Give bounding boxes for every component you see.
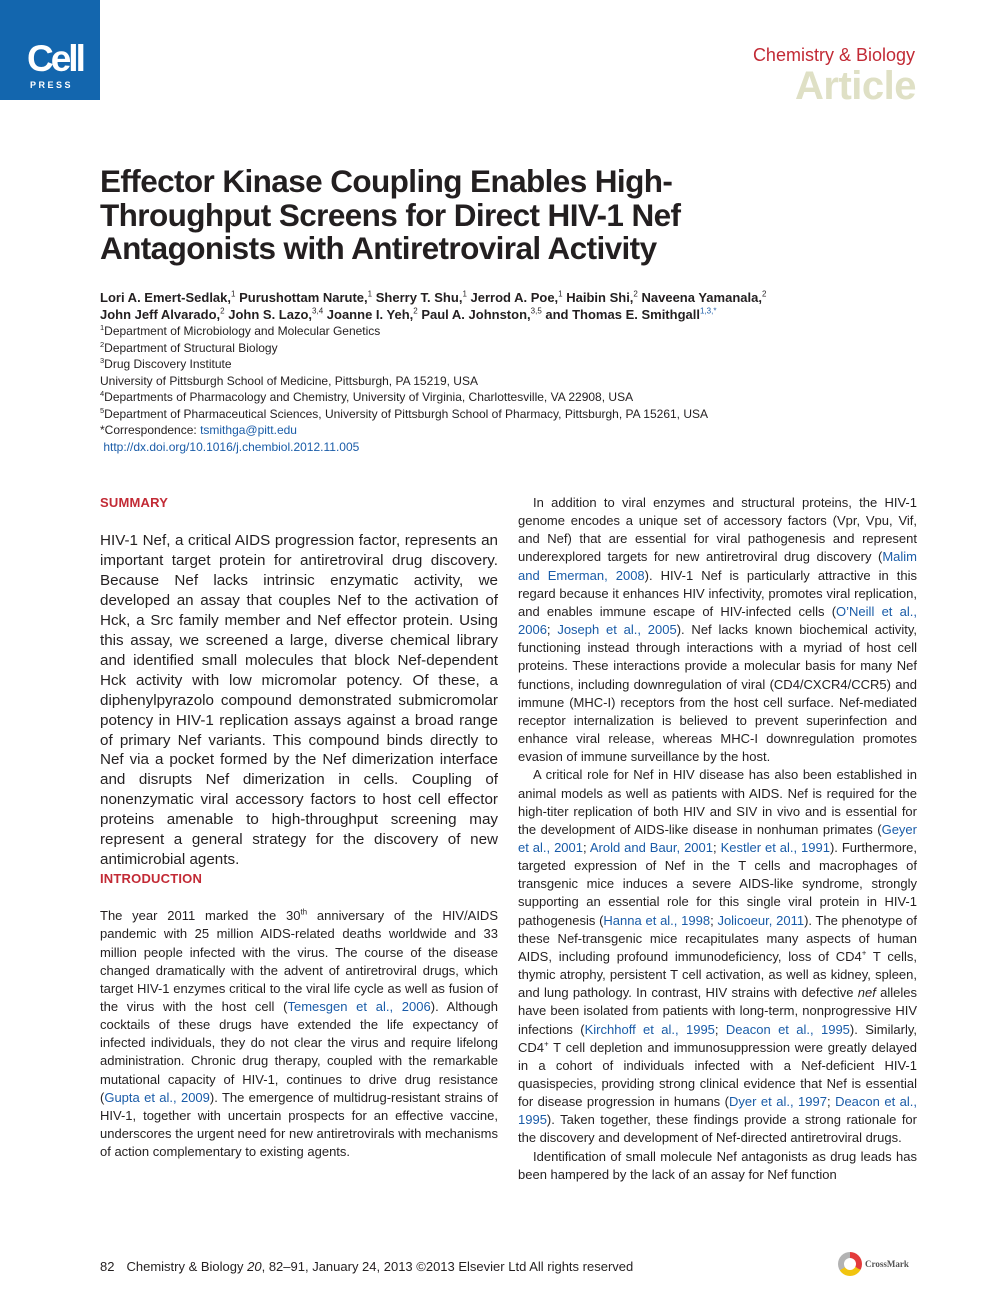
author: Haibin Shi,$^2$	[566, 289, 638, 305]
citation-link[interactable]: Kirchhoff et al., 1995	[584, 1021, 715, 1037]
intro-paragraph-3: A critical role for Nef in HIV disease has also been established in animal models as well as patients with AIDS. Nef is required for the high-titer replication of both HIV and SIV in vivo and is essential for the development of AIDS-like disease in nonhuman primates (Geyer et al., 2001; Arold and Baur, 2001; Kestler et al., 1991). Furthermore, targeted expression of Nef in the T cells and macrophages of transgenic mice induces a severe AIDS-like syndrome, strongly supporting an essential role for this single viral protein in HIV-1 pathogenesis (Hanna et al., 1998; Jolicoeur, 2011). The phenotype of these Nef-transgenic mice recapitulates many aspects of human AIDS, including profound immunodeficiency, loss of CD4+ T cells, thymic atrophy, persistent T cell activation, as well as kidney, spleen, and lung pathology. In contrast, HIV strains with defective nef alleles have been isolated from patients with long-term, nonprogressive HIV infections (Kirchhoff et al., 1995; Deacon et al., 1995). Similarly, CD4+ T cell depletion and immunosuppression were greatly delayed in a cohort of individuals infected with a Nef-deficient HIV-1 quasispecies, providing strong clinical evidence that Nef is essential for disease progression in humans (Dyer et al., 1997; Deacon et al., 1995). Taken together, these findings provide a strong rationale for the discovery and development of Nef-directed antiretroviral drugs.	[518, 767, 918, 1146]
citation-link[interactable]: Geyer et al., 2001	[518, 821, 917, 855]
intro-paragraph-1: The year 2011 marked the 30th anniversary of the HIV/AIDS pandemic with 25 million AIDS-related deaths worldwide and 33 million people infected with the virus. The course of the disease changed dramatically with the advent of antiretroviral drugs, which target HIV-1 enzymes critical to the viral life cycle as well as fusion of the virus with the host cell (Temesgen et al., 2006). Although cocktails of these drugs have extended the life expectancy of infected individuals, they do not clear the virus and require lifelong administration. Chronic drug therapy, coupled with the remarkable mutational capacity of HIV-1, continues to drive drug resistance (Gupta et al., 2009). The emergence of multidrug-resistant strains of HIV-1, together with uncertain prospects for an effective vaccine, underscores the urgent need for new antiretrovirals with mechanisms of action complementary to existing agents.	[100, 907, 499, 1160]
author: Purushottam Narute,$^1$	[239, 289, 373, 305]
citation-link[interactable]: Deacon et al., 1995	[725, 1021, 850, 1037]
author: Jerrod A. Poe,$^1$	[470, 289, 563, 305]
author: Paul A. Johnston,$^{3,5}$	[421, 306, 542, 322]
affiliation: $^3$Drug Discovery Institute	[100, 356, 232, 371]
citation-link[interactable]: Hanna et al., 1998	[603, 912, 711, 928]
doi-link[interactable]: http://dx.doi.org/10.1016/j.chembiol.2012.11.005	[103, 439, 360, 454]
crossmark-label: CrossMark	[865, 1259, 909, 1269]
page-number: 82	[100, 1259, 115, 1274]
intro-paragraph-2: In addition to viral enzymes and structural proteins, the HIV-1 genome encodes a unique set of accessory factors (Vpr, Vpu, Vif, and Nef) that are essential for viral pathogenesis and represent underexplored targets for new antiretroviral drug discovery (Malim and Emerman, 2008). HIV-1 Nef is particularly attractive in this regard because it enhances HIV infectivity, promotes viral replication, and enables immune escape of HIV-infected cells (O’Neill et al., 2006; Joseph et al., 2005). Nef lacks known biochemical activity, functioning instead through interactions with a myriad of host cell proteins. These interactions provide a molecular basis for many Nef functions, including downregulation of viral (CD4/CXCR4/CCR5) and immune (MHC-I) receptors from the host cell surface. Nef-mediated receptor internalization is believed to prevent superinfection and enhance viral release, whereas MHC-I downregulation promotes evasion of immune surveillance by the host.	[518, 495, 918, 765]
author: John S. Lazo,$^{3,4}$	[228, 306, 324, 322]
author: Naveena Yamanala,$^2$	[641, 289, 767, 305]
citation-link[interactable]: Kestler et al., 1991	[720, 839, 830, 855]
cell-press-logo	[0, 0, 100, 100]
citation-link[interactable]: Gupta et al., 2009	[104, 1089, 210, 1105]
correspondence: *Correspondence: tsmithga@pitt.edu	[100, 423, 297, 437]
summary-heading: SUMMARY	[100, 495, 169, 510]
article-type: Article	[795, 64, 916, 108]
paper-title: Effector Kinase Coupling Enables High-Throughput Screens for Direct HIV-1 Nef Antagonists with Antiretroviral Activity	[100, 163, 681, 266]
affiliation: $^4$Departments of Pharmacology and Chemistry, University of Virginia, Charlottesville, VA 22908, USA	[100, 389, 634, 404]
author: Lori A. Emert-Sedlak,$^1$	[100, 289, 236, 305]
crossmark-badge[interactable]	[838, 1252, 909, 1276]
journal-name: Chemistry & Biology	[752, 45, 915, 65]
affiliation: University of Pittsburgh School of Medicine, Pittsburgh, PA 15219, USA	[100, 373, 478, 388]
right-column	[518, 494, 917, 1184]
introduction-heading: INTRODUCTION	[100, 871, 203, 887]
affiliation: $^2$Department of Structural Biology	[100, 339, 278, 355]
crossmark-icon	[838, 1252, 862, 1276]
affiliation: $^1$Department of Microbiology and Molecular Genetics	[100, 323, 381, 338]
citation-link[interactable]: Joseph et al., 2005	[557, 622, 677, 638]
author: and Thomas E. Smithgall$^{1,3,*}$	[545, 306, 717, 322]
citation-link[interactable]: Arold and Baur, 2001	[589, 839, 713, 855]
author: John Jeff Alvarado,$^2$	[100, 306, 225, 322]
author: Joanne I. Yeh,$^2$	[326, 306, 418, 322]
citation-link[interactable]: Deacon et al., 1995	[518, 1094, 918, 1128]
logo-word: Cell	[27, 38, 83, 79]
affiliation: $^5$Department of Pharmaceutical Sciences, University of Pittsburgh School of Pharmacy, Pittsburgh, PA 15261, USA	[100, 405, 709, 421]
author: Sherry T. Shu,$^1$	[375, 289, 467, 305]
left-column	[100, 494, 498, 1161]
intro-paragraph-4: Identification of small molecule Nef antagonists as drug leads has been hampered by the lack of an assay for Nef function	[518, 1148, 917, 1182]
citation-link[interactable]: Malim and Emerman, 2008	[518, 549, 917, 583]
citation-link[interactable]: O’Neill et al., 2006	[518, 603, 917, 638]
author-list	[100, 289, 920, 323]
citation-link[interactable]: Temesgen et al., 2006	[287, 998, 431, 1014]
affiliations	[100, 323, 920, 455]
doi	[100, 439, 920, 456]
summary-text: HIV-1 Nef, a critical AIDS progression factor, represents an important target protein for antiretroviral drug discovery. Because Nef lacks intrinsic enzymatic activity, we developed an assay that couples Nef to the activation of Hck, a Src family member and Nef effector protein. Using this assay, we screened a large, diverse chemical library and identified small molecules that block Nef-dependent Hck activity with low micromolar potency. Of these, a diphenylpyrazolo compound demonstrated submicromolar potency in HIV-1 replication assays against a broad range of primary Nef variants. This compound binds directly to Nef via a pocket formed by the Nef dimerization interface and disrupts Nef dimerization in cells. Coupling of nonenzymatic viral accessory factors to host cell effector proteins amenable to high-throughput screening may represent a general strategy for the discovery of new antimicrobial agents.	[100, 532, 498, 869]
correspondence-email-link[interactable]: tsmithga@pitt.edu	[200, 423, 297, 437]
citation-link[interactable]: Jolicoeur, 2011	[717, 912, 805, 928]
logo-sub: PRESS	[30, 80, 74, 90]
page-footer: 82 Chemistry & Biology 20, 82–91, January 24, 2013 ©2013 Elsevier Ltd All rights reserved	[100, 1259, 634, 1274]
citation-link[interactable]: Dyer et al., 1997	[728, 1094, 827, 1110]
